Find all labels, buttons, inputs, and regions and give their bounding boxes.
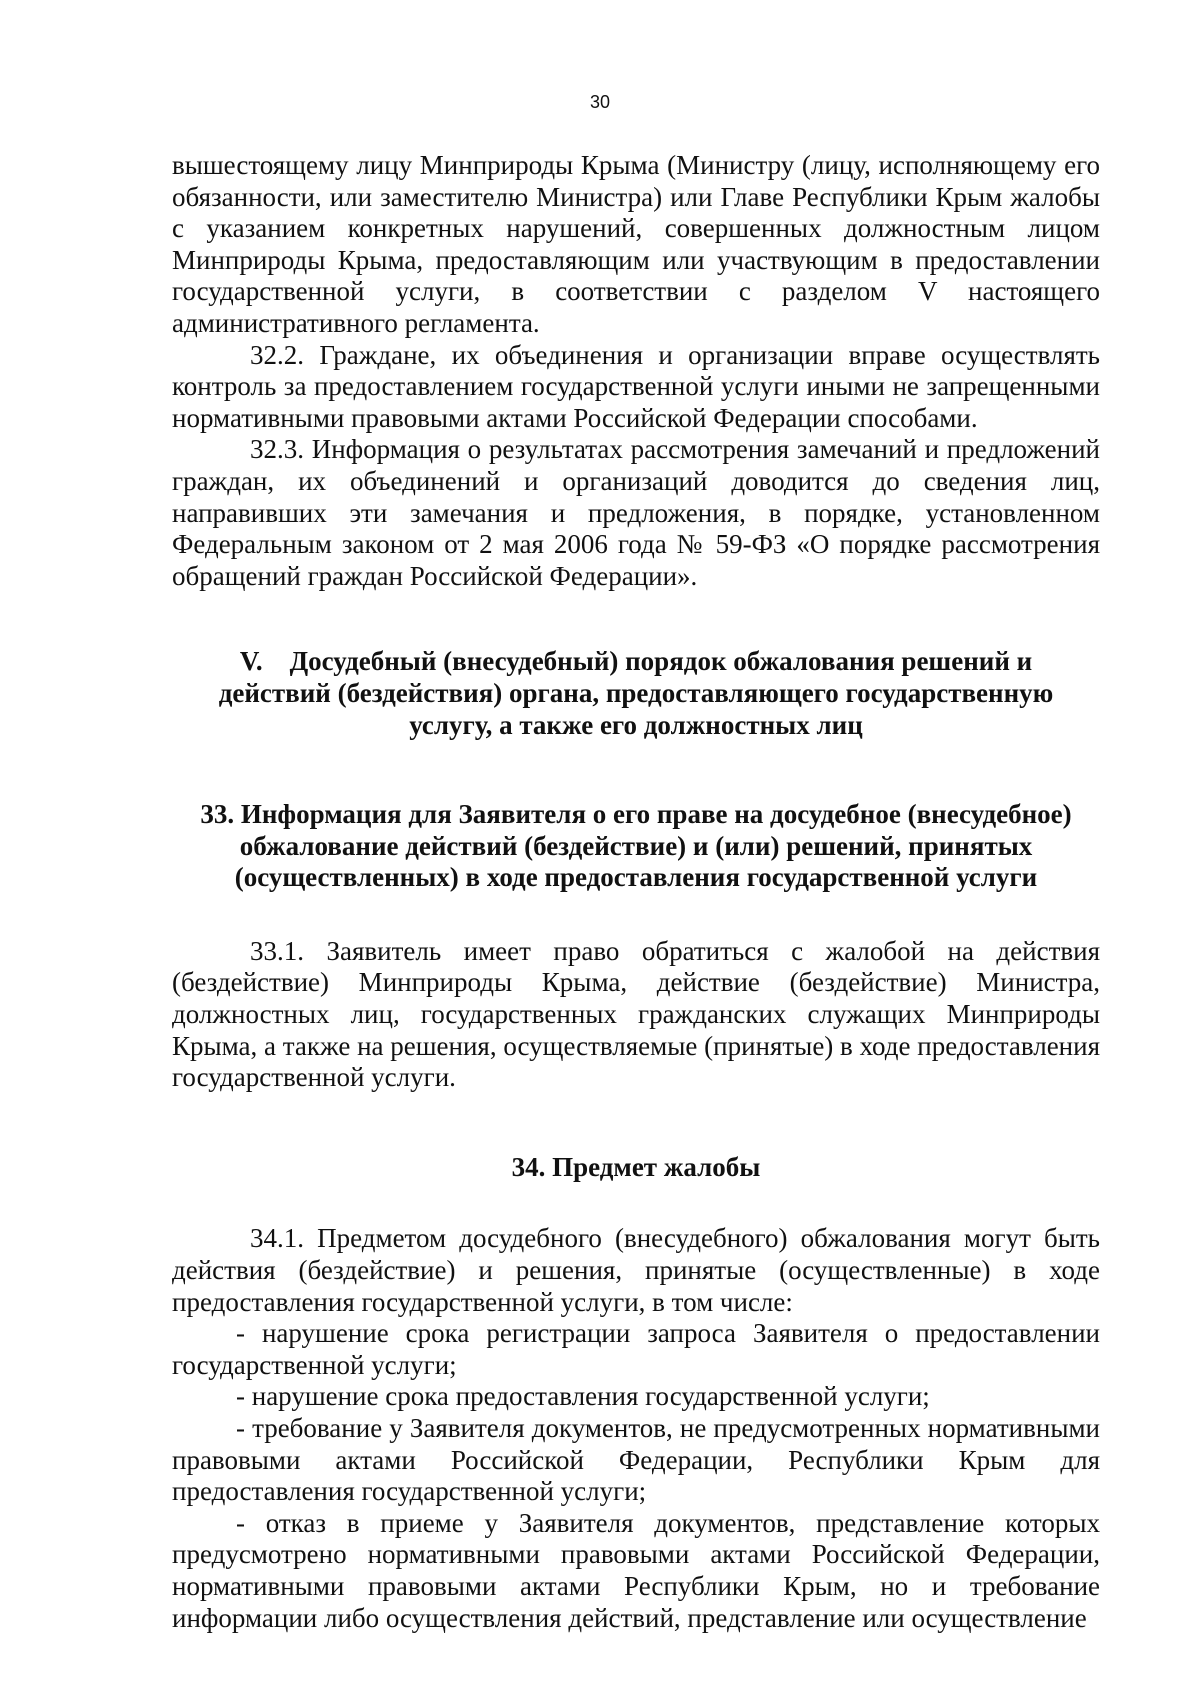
section-33-heading: 33. Информация для Заявителя о его праве на досудебное (внесудебное) обжалование действий (бездействие) и (или) решений, принятых (осуществленных) в ходе предоставления государственной услуги [200, 799, 1072, 893]
document-body [172, 150, 1100, 1634]
paragraph-32-2: 32.2. Граждане, их объединения и организации вправе осуществлять контроль за предоставлением государственной услуги иными не запрещенными нормативными правовыми актами Российской Федерации способами. [172, 339, 1100, 433]
section-v-heading: V. Досудебный (внесудебный) порядок обжалования решений и действий (бездействия) органа, предоставляющего государственную услугу, а также его должностных лиц [218, 646, 1061, 740]
paragraph-continuation: вышестоящему лицу Минприроды Крыма (Министру (лицу, исполняющему его обязанности, или заместителю Министра) или Главе Республики Крым жалобы с указанием конкретных нарушений, совершенных должностным лицом Минприроды Крыма, предоставляющим или участвующим в предоставлении государственной услуги, в соответствии с разделом V настоящего административного регламента. [172, 150, 1100, 338]
paragraph-32-3: 32.3. Информация о результатах рассмотрения замечаний и предложений граждан, их объединений и организаций доводится до сведения лиц, направивших эти замечания и предложения, в порядке, установленном Федеральным законом от 2 мая 2006 года № 59-ФЗ «О порядке рассмотрения обращений граждан Российской Федерации». [172, 434, 1100, 591]
paragraph-34-1: 34.1. Предметом досудебного (внесудебного) обжалования могут быть действия (бездействие) и решения, принятые (осуществленные) в ходе предоставления государственной услуги, в том числе: [172, 1223, 1100, 1317]
list-item: - требование у Заявителя документов, не предусмотренных нормативными правовыми актами Российской Федерации, Республики Крым для предоставления государственной услуги; [172, 1413, 1100, 1507]
page-number: 30 [589, 92, 611, 112]
list-item: - нарушение срока предоставления государственной услуги; [236, 1381, 930, 1412]
list-item: - отказ в приеме у Заявителя документов, представление которых предусмотрено нормативными правовыми актами Российской Федерации, нормативными правовыми актами Республики Крым, но и требование информации либо осуществления действий, представление или осуществление [172, 1507, 1100, 1633]
list-item: - нарушение срока регистрации запроса Заявителя о предоставлении государственной услуги; [172, 1318, 1100, 1380]
section-34-heading: 34. Предмет жалобы [511, 1151, 761, 1182]
paragraph-33-1: 33.1. Заявитель имеет право обратиться с жалобой на действия (бездействие) Минприроды Крыма, действие (бездействие) Министра, должностных лиц, государственных гражданских служащих Минприроды Крыма, а также на решения, осуществляемые (принятые) в ходе предоставления государственной услуги. [172, 935, 1100, 1093]
